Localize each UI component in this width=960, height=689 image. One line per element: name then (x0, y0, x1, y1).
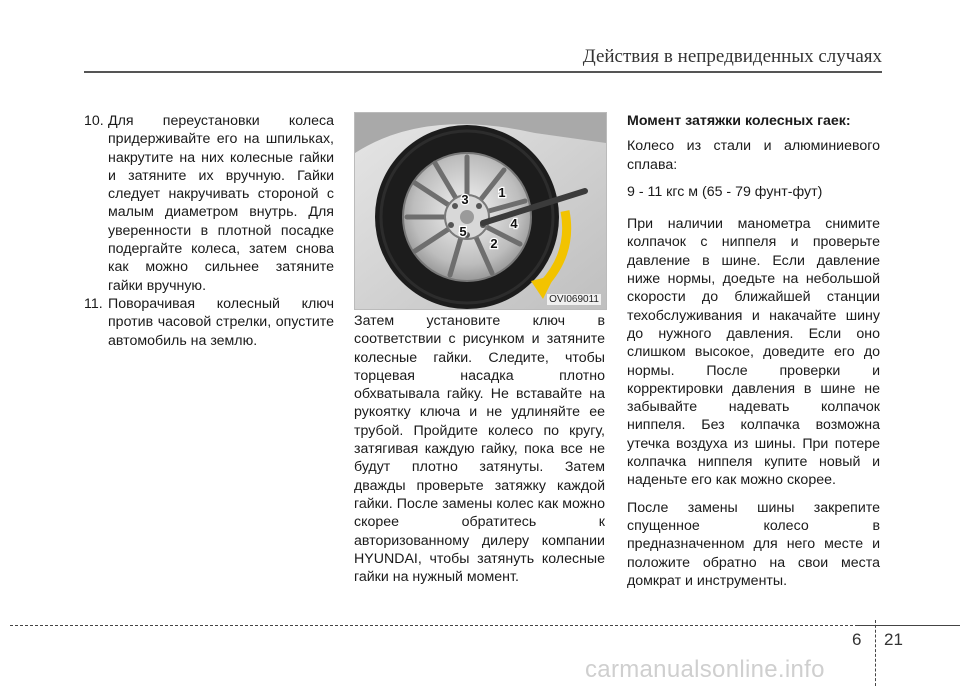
left-column (84, 112, 334, 350)
step-text: Поворачивая колесный ключ против часовой стрелки, опустите автомобиль на землю. (108, 295, 334, 349)
nut-label-2: 2 (490, 236, 498, 251)
figure-code: OVI069011 (549, 294, 599, 305)
step-number: 10. (84, 113, 104, 129)
torque-heading: Момент затяжки колесных гаек: (627, 113, 851, 129)
nut-label-1: 1 (498, 185, 506, 200)
footer-divider (875, 620, 877, 686)
step-number: 11. (84, 295, 103, 312)
footer-rule-right (858, 625, 960, 626)
step-11 (84, 295, 334, 350)
wheel-type-text: Колесо из стали и алюминиевого сплава: (627, 138, 880, 173)
stowage-paragraph: После замены шины закрепите спущенное колесо в предназначенном для него месте и положите обратно на свои места домкрат и инструменты. (627, 499, 880, 589)
step-text: Для переустановки колеса придерживайте его на шпильках, накрутите на них колесные гайки и затяните их вручную. Гайки следует накручивать стороной с малым диаметром внутрь. Для уверенности в плотной посадке подергайте колеса, затем снова как можно сильнее затяните гайки вручную. (108, 113, 334, 294)
watermark: carmanualsonline.info (585, 656, 825, 683)
wheel-figure (354, 112, 607, 310)
nut-label-5: 5 (459, 224, 467, 239)
pressure-paragraph: При наличии манометра снимите колпачок с ниппеля и проверьте давление в шине. Если давление ниже нормы, доедьте на небольшой скорости до ближайшей станции техобслуживания и накачайте шину до нужного давления. Если оно слишком высокое, доведите его до нормы. После проверки и корректировки давления в шине не забывайте надевать колпачок ниппеля. Без колпачка возможна утечка воздуха из шины. При потере колпачка ниппеля купите новый и наденьте его как можно скорее. (627, 216, 880, 489)
header-rule (84, 71, 882, 73)
page-header-title: Действия в непредвиденных случаях (582, 46, 882, 67)
page-number: 21 (884, 630, 903, 649)
nut-label-4: 4 (510, 216, 518, 231)
right-column (627, 112, 880, 599)
footer-rule (10, 625, 858, 626)
step-10 (84, 112, 334, 295)
wheel-illustration (355, 113, 606, 309)
middle-column (354, 312, 605, 595)
tightening-paragraph: Затем установите ключ в соответствии с рисунком и затяните колесные гайки. Следите, чтобы торцевая насадка плотно обхватывала гайку. Не вставайте на рукоятку ключа и не удлиняйте ее трубой. Пройдите колесо по кругу, затягивая каждую гайку, пока все не будут плотно затянуты. Затем дважды проверьте затяжку каждой гайки. После замены колес как можно скорее обратитесь к авторизованному дилеру компании HYUNDAI, чтобы затянуть колесные гайки на нужный момент. (354, 313, 605, 586)
torque-value-text: 9 - 11 кгс м (65 - 79 фунт-фут) (627, 183, 823, 200)
nut-label-3: 3 (461, 192, 469, 207)
section-number: 6 (852, 630, 862, 649)
